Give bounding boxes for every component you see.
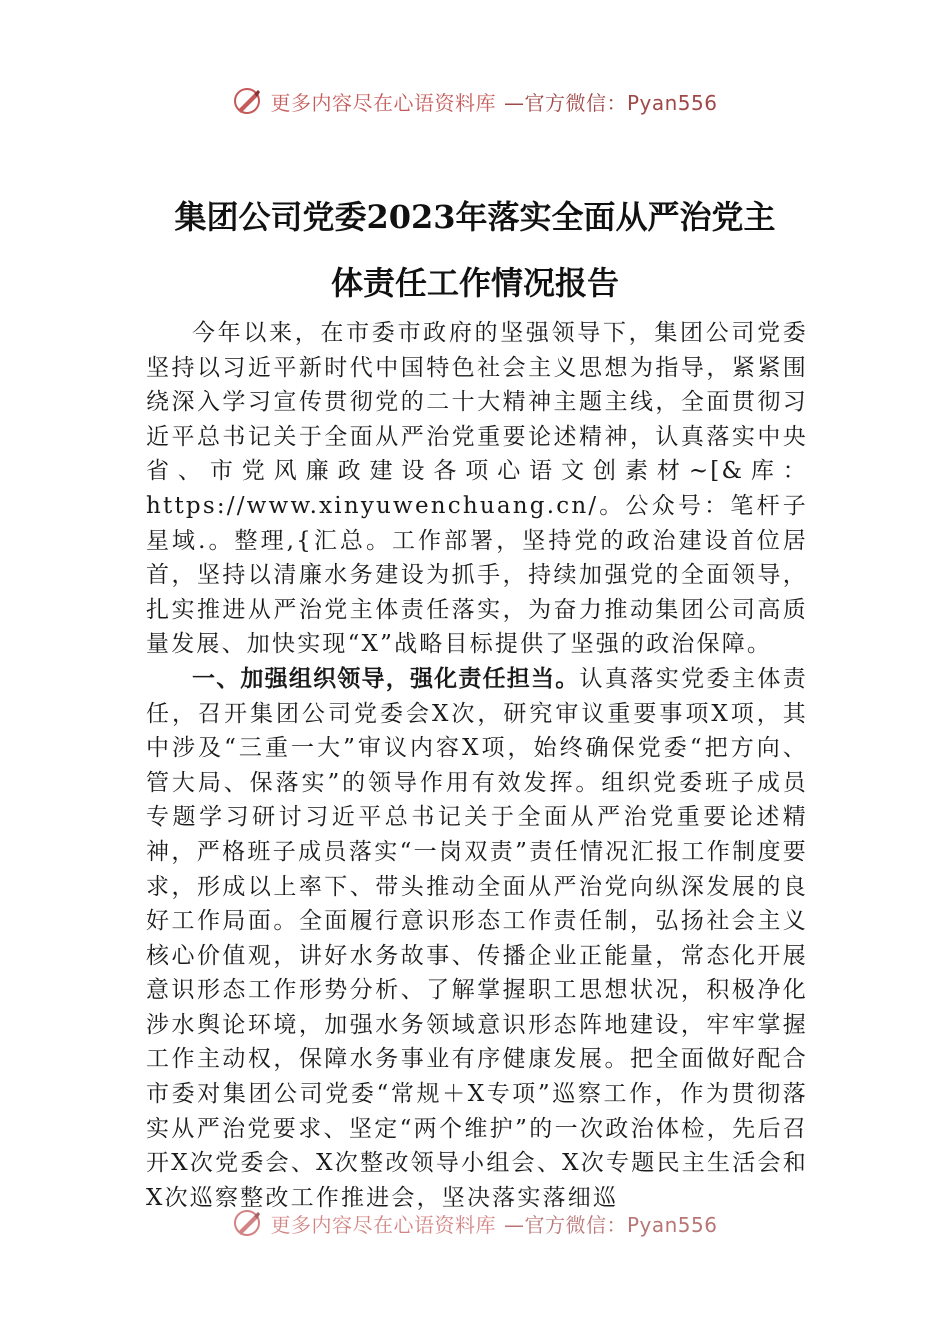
section-1-body: 认真落实党委主体责任，召开集团公司党委会X次，研究审议重要事项X项，其中涉及“三重一大”审议内容X项，始终确保党委“把方向、管大局、保落实”的领导作用有效发挥。组织党委班子成员专题学习研讨习近平总书记关于全面从严治党重要论述精神，严格班子成员落实“一岗双责”责任情况汇报工作制度要求，形成以上率下、带头推动全面从严治党向纵深发展的良好工作局面。全面履行意识形态工作责任制，弘扬社会主义核心价值观，讲好水务故事、传播企业正能量，常态化开展意识形态工作形势分析、了解掌握职工思想状况，积极净化涉水舆论环境，加强水务领域意识形态阵地建设，牢牢掌握工作主动权，保障水务事业有序健康发展。把全面做好配合市委对集团公司党委“常规＋X专项”巡察工作，作为贯彻落实从严治党要求、坚定“两个维护”的一次政治体检，先后召开X次党委会、X次整改领导小组会、X次专题民主生活会和X次巡察整改工作推进会，坚决落实落细巡 bbox=[146, 665, 808, 1211]
section-1-paragraph bbox=[146, 662, 808, 1216]
watermark-footer-text-wechat: —官方微信：Pyan556 bbox=[503, 1212, 718, 1237]
watermark-text-main: 更多内容尽在心语资料库 bbox=[270, 90, 496, 115]
document-title-line1: 集团公司党委2023年落实全面从严治党主 bbox=[174, 198, 776, 236]
pen-logo-icon bbox=[232, 86, 262, 116]
pen-logo-icon bbox=[232, 1208, 262, 1238]
section-1-heading: 一、加强组织领导，强化责任担当。 bbox=[192, 665, 580, 692]
watermark-header bbox=[0, 86, 950, 116]
document-body bbox=[146, 316, 808, 1215]
watermark-text-wechat: —官方微信：Pyan556 bbox=[503, 90, 718, 115]
watermark-footer bbox=[0, 1208, 950, 1238]
watermark-footer-text-main: 更多内容尽在心语资料库 bbox=[270, 1212, 496, 1237]
intro-paragraph: 今年以来，在市委市政府的坚强领导下，集团公司党委坚持以习近平新时代中国特色社会主义思想为指导，紧紧围绕深入学习宣传贯彻党的二十大精神主题主线，全面贯彻习近平总书记关于全面从严治党重要论述精神，认真落实中央省、市党风廉政建设各项心语文创素材~[&库：https://www.xinyuwenchuang.cn/。公众号：笔杆子星域.。整理,{汇总。工作部署，坚持党的政治建设首位居首，坚持以清廉水务建设为抓手，持续加强党的全面领导，扎实推进从严治党主体责任落实，为奋力推动集团公司高质量发展、加快实现“X”战略目标提供了坚强的政治保障。 bbox=[146, 320, 808, 658]
document-title-line2: 体责任工作情况报告 bbox=[330, 264, 619, 302]
